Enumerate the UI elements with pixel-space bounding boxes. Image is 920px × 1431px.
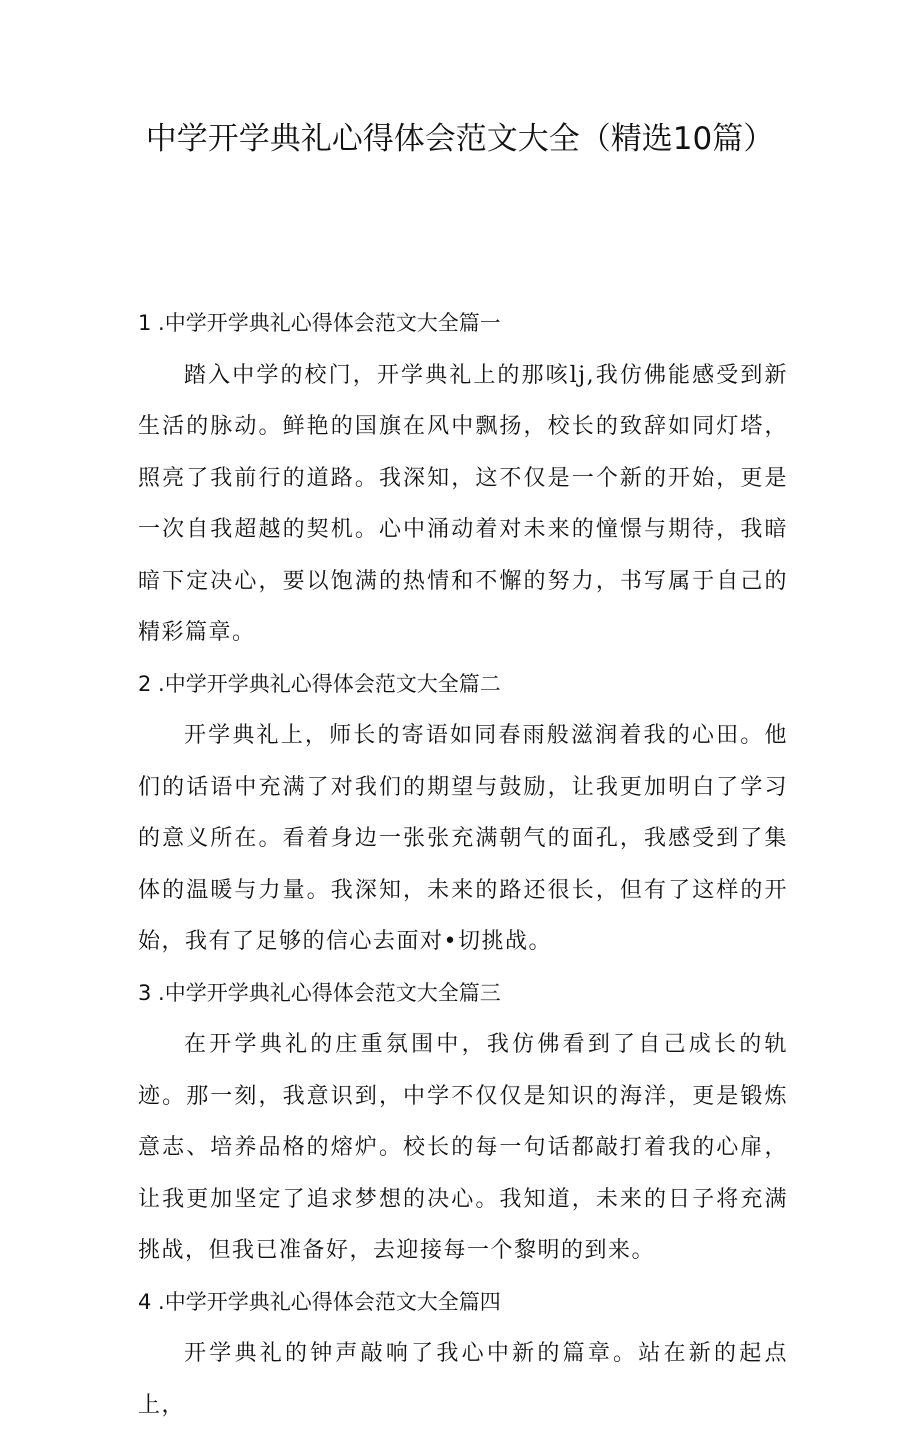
document-body [138,298,788,1431]
document-title: 中学开学典礼心得体会范文大全（精选10篇） [145,121,775,157]
section-heading-3: 3 .中学开学典礼心得体会范文大全篇三 [138,980,501,1005]
section-heading-2: 2 .中学开学典礼心得体会范文大全篇二 [138,671,501,696]
section-heading-4: 4 .中学开学典礼心得体会范文大全篇四 [138,1289,501,1314]
section-paragraph-3: 在开学典礼的庄重氛围中，我仿佛看到了自己成长的轨迹。那一刻，我意识到，中学不仅仅是知识的海洋，更是锻炼意志、培养品格的熔炉。校长的每一句话都敲打着我的心扉，让我更加坚定了追求梦想的决心。我知道，未来的日子将充满挑战，但我已准备好，去迎接每一个黎明的到来。 [138,1032,788,1263]
section-paragraph-2: 开学典礼上，师长的寄语如同春雨般滋润着我的心田。他们的话语中充满了对我们的期望与鼓励，让我更加明白了学习的意义所在。看着身边一张张充满朝气的面孔，我感受到了集体的温暖与力量。我深知，未来的路还很长，但有了这样的开始，我有了足够的信心去面对•切挑战。 [138,723,788,954]
section-paragraph-4: 开学典礼的钟声敲响了我心中新的篇章。站在新的起点上， [138,1341,788,1418]
section-paragraph-1: 踏入中学的校门，开学典礼上的那咳lj,我仿佛能感受到新生活的脉动。鲜艳的国旗在风中飘扬，校长的致辞如同灯塔，照亮了我前行的道路。我深知，这不仅是一个新的开始，更是一次自我超越的契机。心中涌动着对未来的憧憬与期待，我暗暗下定决心，要以饱满的热情和不懈的努力，书写属于自己的精彩篇章。 [138,362,788,645]
section-heading-1: 1 .中学开学典礼心得体会范文大全篇一 [138,311,501,335]
